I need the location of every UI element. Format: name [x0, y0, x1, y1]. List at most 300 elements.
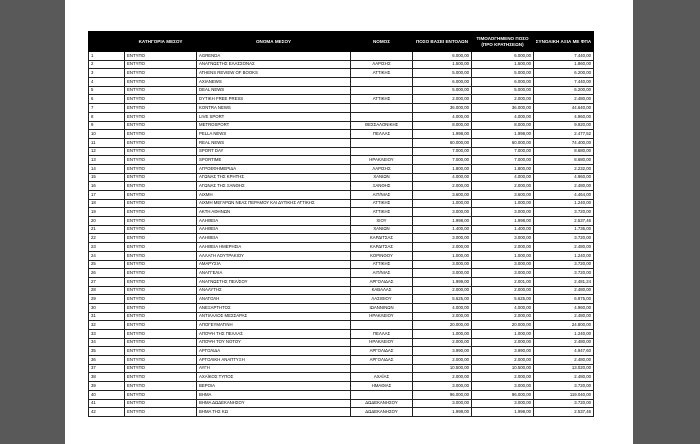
table-row — [89, 243, 594, 252]
media-name-cell: ΑΝΑΤΟΛΗ — [197, 295, 351, 304]
total-with-vat-cell: 4.960,00 — [534, 303, 594, 312]
prefecture-cell — [351, 78, 413, 87]
media-category-cell: ΕΝΤΥΠΟ — [125, 156, 197, 165]
invoiced-amount-cell: 3.000,00 — [472, 399, 534, 408]
invoiced-amount-cell: 20.000,00 — [472, 321, 534, 330]
media-name-cell: AXIANEWS — [197, 78, 351, 87]
invoiced-amount-cell: 3.000,00 — [472, 260, 534, 269]
media-name-cell: ΑΧΑΪΚΟΣ ΤΥΠΟΣ — [197, 373, 351, 382]
prefecture-cell: ΔΩΔΕΚΑΝΗΣΟΥ — [351, 408, 413, 417]
media-category-cell: ΕΝΤΥΠΟ — [125, 147, 197, 156]
media-category-cell: ΕΝΤΥΠΟ — [125, 356, 197, 365]
media-category-cell: ΕΝΤΥΠΟ — [125, 234, 197, 243]
media-category-cell: ΕΝΤΥΠΟ — [125, 138, 197, 147]
invoiced-amount-cell: 8.000,00 — [472, 121, 534, 130]
invoiced-amount-cell: 6.000,00 — [472, 78, 534, 87]
row-number-cell: 20 — [89, 217, 125, 226]
prefecture-cell: ΧΑΝΙΩΝ — [351, 225, 413, 234]
media-category-cell: ΕΝΤΥΠΟ — [125, 390, 197, 399]
row-number-cell: 14 — [89, 164, 125, 173]
total-with-vat-cell: 2.480,00 — [534, 182, 594, 191]
table-row — [89, 364, 594, 373]
table-row — [89, 182, 594, 191]
invoiced-amount-cell: 2.000,00 — [472, 356, 534, 365]
row-number-cell: 2 — [89, 60, 125, 69]
row-number-cell: 28 — [89, 286, 125, 295]
table-row — [89, 130, 594, 139]
amount-by-orders-cell: 3.000,00 — [413, 399, 472, 408]
header-prefecture: ΝΟΜΟΣ — [351, 32, 413, 52]
total-with-vat-cell: 6.975,00 — [534, 295, 594, 304]
table-row — [89, 338, 594, 347]
total-with-vat-cell: 9.920,00 — [534, 121, 594, 130]
amount-by-orders-cell: 2.000,00 — [413, 243, 472, 252]
row-number-cell: 24 — [89, 251, 125, 260]
table-row — [89, 260, 594, 269]
row-number-cell: 33 — [89, 330, 125, 339]
amount-by-orders-cell: 7.000,00 — [413, 156, 472, 165]
invoiced-amount-cell: 96.000,00 — [472, 390, 534, 399]
media-spending-table — [88, 31, 594, 417]
media-name-cell: ΑΛΗΘΕΙΑ — [197, 225, 351, 234]
total-with-vat-cell: 7.440,00 — [534, 78, 594, 87]
media-category-cell: ΕΝΤΥΠΟ — [125, 251, 197, 260]
invoiced-amount-cell: 1.998,00 — [472, 408, 534, 417]
prefecture-cell: ΧΑΝΙΩΝ — [351, 173, 413, 182]
invoiced-amount-cell: 4.000,00 — [472, 112, 534, 121]
total-with-vat-cell: 2.480,00 — [534, 243, 594, 252]
invoiced-amount-cell: 7.000,00 — [472, 156, 534, 165]
total-with-vat-cell: 2.480,00 — [534, 286, 594, 295]
media-category-cell: ΕΝΤΥΠΟ — [125, 373, 197, 382]
amount-by-orders-cell: 96.000,00 — [413, 390, 472, 399]
row-number-cell: 23 — [89, 243, 125, 252]
total-with-vat-cell: 4.960,00 — [534, 173, 594, 182]
amount-by-orders-cell: 2.000,00 — [413, 356, 472, 365]
invoiced-amount-cell: 3.000,00 — [472, 234, 534, 243]
media-name-cell: PELLA NEWS — [197, 130, 351, 139]
table-row — [89, 121, 594, 130]
header-media-category: ΚΑΤΗΓΟΡΙΑ ΜΕΣΟΥ — [125, 32, 197, 52]
media-category-cell: ΕΝΤΥΠΟ — [125, 321, 197, 330]
invoiced-amount-cell: 2.000,00 — [472, 312, 534, 321]
total-with-vat-cell: 2.477,52 — [534, 130, 594, 139]
table-row — [89, 330, 594, 339]
media-category-cell: ΕΝΤΥΠΟ — [125, 182, 197, 191]
media-category-cell: ΕΝΤΥΠΟ — [125, 286, 197, 295]
row-number-cell: 1 — [89, 52, 125, 61]
amount-by-orders-cell: 3.000,00 — [413, 382, 472, 391]
invoiced-amount-cell: 1.000,00 — [472, 251, 534, 260]
table-body — [89, 52, 594, 417]
media-name-cell: ΑΡΓΟΛΙΔΑ — [197, 347, 351, 356]
media-name-cell: ΑΓΩΝΑΣ ΤΗΣ ΞΑΝΘΗΣ — [197, 182, 351, 191]
total-with-vat-cell: 3.720,00 — [534, 399, 594, 408]
media-category-cell: ΕΝΤΥΠΟ — [125, 382, 197, 391]
row-number-cell: 42 — [89, 408, 125, 417]
amount-by-orders-cell: 3.000,00 — [413, 269, 472, 278]
total-with-vat-cell: 1.240,00 — [534, 199, 594, 208]
media-name-cell: REAL NEWS — [197, 138, 351, 147]
total-with-vat-cell: 3.720,00 — [534, 260, 594, 269]
total-with-vat-cell: 13.020,00 — [534, 364, 594, 373]
invoiced-amount-cell: 1.998,00 — [472, 130, 534, 139]
prefecture-cell: ΞΑΝΘΗΣ — [351, 182, 413, 191]
table-row — [89, 69, 594, 78]
media-name-cell: ΑΜΑΡΥΣΙΑ — [197, 260, 351, 269]
media-name-cell: ΑΓΩΝΑΣ ΤΗΣ ΚΡΗΤΗΣ — [197, 173, 351, 182]
prefecture-cell — [351, 147, 413, 156]
table-row — [89, 138, 594, 147]
invoiced-amount-cell: 1.998,00 — [472, 217, 534, 226]
total-with-vat-cell: 2.481,24 — [534, 277, 594, 286]
row-number-cell: 32 — [89, 321, 125, 330]
media-name-cell: SPORT DAY — [197, 147, 351, 156]
prefecture-cell: ΑΤΤΙΚΗΣ — [351, 69, 413, 78]
media-name-cell: ΒΗΜΑ ΤΗΣ ΚΩ — [197, 408, 351, 417]
prefecture-cell: ΑΡΓΟΛΙΔΑΣ — [351, 277, 413, 286]
invoiced-amount-cell: 1.500,00 — [472, 60, 534, 69]
total-with-vat-cell: 2.537,46 — [534, 408, 594, 417]
media-name-cell: LIVE SPORT — [197, 112, 351, 121]
prefecture-cell: ΗΡΑΚΛΕΙΟΥ — [351, 312, 413, 321]
total-with-vat-cell: 1.240,00 — [534, 251, 594, 260]
media-name-cell: ΒΕΡΟΙΑ — [197, 382, 351, 391]
invoiced-amount-cell: 3.000,00 — [472, 382, 534, 391]
media-category-cell: ΕΝΤΥΠΟ — [125, 399, 197, 408]
table-row — [89, 112, 594, 121]
amount-by-orders-cell: 8.000,00 — [413, 121, 472, 130]
media-name-cell: ΑΠΟΓΕΥΜΑΤΙΝΗ — [197, 321, 351, 330]
media-category-cell: ΕΝΤΥΠΟ — [125, 130, 197, 139]
prefecture-cell: ΑΙΤ/ΝΙΑΣ — [351, 191, 413, 200]
media-category-cell: ΕΝΤΥΠΟ — [125, 208, 197, 217]
media-category-cell: ΕΝΤΥΠΟ — [125, 408, 197, 417]
amount-by-orders-cell: 10.500,00 — [413, 364, 472, 373]
total-with-vat-cell: 4.947,60 — [534, 347, 594, 356]
row-number-cell: 30 — [89, 303, 125, 312]
prefecture-cell: ΘΕΣΣΑΛΟΝΙΚΗΣ — [351, 121, 413, 130]
row-number-cell: 8 — [89, 112, 125, 121]
media-category-cell: ΕΝΤΥΠΟ — [125, 269, 197, 278]
header-amount-by-orders: ΠΟΣΟ ΒΑΣΕΙ ΕΝΤΟΛΩΝ — [413, 32, 472, 52]
amount-by-orders-cell: 4.000,00 — [413, 173, 472, 182]
invoiced-amount-cell: 3.990,00 — [472, 347, 534, 356]
media-category-cell: ΕΝΤΥΠΟ — [125, 191, 197, 200]
prefecture-cell: ΠΕΛΛΑΣ — [351, 130, 413, 139]
amount-by-orders-cell: 2.000,00 — [413, 312, 472, 321]
media-name-cell: ΑΠΟΨΗ ΤΗΣ ΠΕΛΛΑΣ — [197, 330, 351, 339]
prefecture-cell: ΗΡΑΚΛΕΙΟΥ — [351, 156, 413, 165]
total-with-vat-cell: 2.480,00 — [534, 95, 594, 104]
prefecture-cell: ΗΜΑΘΙΑΣ — [351, 382, 413, 391]
total-with-vat-cell: 74.400,00 — [534, 138, 594, 147]
invoiced-amount-cell: 1.800,00 — [472, 164, 534, 173]
prefecture-cell: ΔΩΔΕΚΑΝΗΣΟΥ — [351, 399, 413, 408]
invoiced-amount-cell: 2.000,00 — [472, 286, 534, 295]
amount-by-orders-cell: 3.990,00 — [413, 347, 472, 356]
invoiced-amount-cell: 1.000,00 — [472, 330, 534, 339]
row-number-cell: 7 — [89, 104, 125, 113]
table-row — [89, 234, 594, 243]
amount-by-orders-cell: 1.000,00 — [413, 199, 472, 208]
row-number-cell: 38 — [89, 373, 125, 382]
media-name-cell: ΒΗΜΑ ΔΩΔΕΚΑΝΗΣΟΥ — [197, 399, 351, 408]
amount-by-orders-cell: 2.000,00 — [413, 182, 472, 191]
media-category-cell: ΕΝΤΥΠΟ — [125, 217, 197, 226]
amount-by-orders-cell: 3.000,00 — [413, 234, 472, 243]
table-row — [89, 390, 594, 399]
row-number-cell: 41 — [89, 399, 125, 408]
amount-by-orders-cell: 4.000,00 — [413, 303, 472, 312]
total-with-vat-cell: 1.736,00 — [534, 225, 594, 234]
table-row — [89, 225, 594, 234]
media-category-cell: ΕΝΤΥΠΟ — [125, 104, 197, 113]
table-row — [89, 199, 594, 208]
prefecture-cell: ΑΤΤΙΚΗΣ — [351, 199, 413, 208]
table-row — [89, 286, 594, 295]
prefecture-cell: ΠΕΛΛΑΣ — [351, 330, 413, 339]
amount-by-orders-cell: 5.000,00 — [413, 86, 472, 95]
prefecture-cell: ΑΤΤΙΚΗΣ — [351, 208, 413, 217]
media-name-cell: ΑΝΑΓΝΩΣΤΗΣ ΠΕΛ/ΣΟΥ — [197, 277, 351, 286]
header-invoiced-amount: ΤΙΜΟΛΟΓΗΜΕΝΟ ΠΟΣΟ (ΠΡΟ ΚΡΑΤΗΣΕΩΝ) — [472, 32, 534, 52]
amount-by-orders-cell: 2.000,00 — [413, 286, 472, 295]
media-name-cell: ΒΗΜΑ — [197, 390, 351, 399]
amount-by-orders-cell: 1.500,00 — [413, 60, 472, 69]
prefecture-cell: ΚΑΒΑΛΑΣ — [351, 286, 413, 295]
document-page — [65, 0, 633, 444]
invoiced-amount-cell: 5.625,00 — [472, 295, 534, 304]
prefecture-cell — [351, 104, 413, 113]
prefecture-cell: ΛΑΡΙΣΗΣ — [351, 60, 413, 69]
total-with-vat-cell: 1.860,00 — [534, 60, 594, 69]
prefecture-cell: ΧΙΟΥ — [351, 217, 413, 226]
total-with-vat-cell: 6.200,00 — [534, 69, 594, 78]
media-name-cell: ΑΝΕΞΑΡΤΗΤΟΣ — [197, 303, 351, 312]
amount-by-orders-cell: 1.800,00 — [413, 164, 472, 173]
media-name-cell: DYTIKH FREE PRESS — [197, 95, 351, 104]
row-number-cell: 9 — [89, 121, 125, 130]
table-row — [89, 312, 594, 321]
amount-by-orders-cell: 3.000,00 — [413, 260, 472, 269]
row-number-cell: 6 — [89, 95, 125, 104]
amount-by-orders-cell: 7.000,00 — [413, 147, 472, 156]
media-category-cell: ΕΝΤΥΠΟ — [125, 260, 197, 269]
table-row — [89, 303, 594, 312]
amount-by-orders-cell: 20.000,00 — [413, 321, 472, 330]
prefecture-cell: ΑΙΤ/ΝΙΑΣ — [351, 269, 413, 278]
invoiced-amount-cell: 2.001,00 — [472, 277, 534, 286]
invoiced-amount-cell: 1.000,00 — [472, 199, 534, 208]
amount-by-orders-cell: 1.999,00 — [413, 277, 472, 286]
total-with-vat-cell: 2.480,00 — [534, 338, 594, 347]
table-row — [89, 399, 594, 408]
media-name-cell: ΑΛΗΘΕΙΑ — [197, 234, 351, 243]
row-number-cell: 3 — [89, 69, 125, 78]
invoiced-amount-cell: 3.600,00 — [472, 191, 534, 200]
total-with-vat-cell: 3.720,00 — [534, 208, 594, 217]
media-category-cell: ΕΝΤΥΠΟ — [125, 52, 197, 61]
total-with-vat-cell: 7.440,00 — [534, 52, 594, 61]
table-row — [89, 208, 594, 217]
amount-by-orders-cell: 2.000,00 — [413, 373, 472, 382]
amount-by-orders-cell: 5.625,00 — [413, 295, 472, 304]
row-number-cell: 39 — [89, 382, 125, 391]
prefecture-cell: ΛΑΣΙΘΙΟΥ — [351, 295, 413, 304]
invoiced-amount-cell: 6.000,00 — [472, 52, 534, 61]
row-number-cell: 26 — [89, 269, 125, 278]
prefecture-cell: ΑΤΤΙΚΗΣ — [351, 260, 413, 269]
amount-by-orders-cell: 1.000,00 — [413, 251, 472, 260]
total-with-vat-cell: 119.040,00 — [534, 390, 594, 399]
table-row — [89, 86, 594, 95]
row-number-cell: 4 — [89, 78, 125, 87]
table-header-row — [89, 32, 594, 52]
invoiced-amount-cell: 4.000,00 — [472, 173, 534, 182]
row-number-cell: 22 — [89, 234, 125, 243]
invoiced-amount-cell: 7.000,00 — [472, 147, 534, 156]
total-with-vat-cell: 3.720,00 — [534, 382, 594, 391]
amount-by-orders-cell: 1.998,00 — [413, 130, 472, 139]
invoiced-amount-cell: 2.000,00 — [472, 373, 534, 382]
table-row — [89, 269, 594, 278]
invoiced-amount-cell: 3.000,00 — [472, 208, 534, 217]
prefecture-cell: ΚΑΡΔΙΤΣΑΣ — [351, 243, 413, 252]
total-with-vat-cell: 3.720,00 — [534, 269, 594, 278]
prefecture-cell — [351, 86, 413, 95]
media-category-cell: ΕΝΤΥΠΟ — [125, 243, 197, 252]
media-category-cell: ΕΝΤΥΠΟ — [125, 69, 197, 78]
total-with-vat-cell: 44.640,00 — [534, 104, 594, 113]
table-row — [89, 356, 594, 365]
row-number-cell: 31 — [89, 312, 125, 321]
media-category-cell: ΕΝΤΥΠΟ — [125, 86, 197, 95]
invoiced-amount-cell: 10.500,00 — [472, 364, 534, 373]
prefecture-cell — [351, 112, 413, 121]
prefecture-cell: ΑΡΓΟΛΙΔΑΣ — [351, 347, 413, 356]
media-name-cell: ΑΛΗΘΕΙΑ — [197, 217, 351, 226]
media-category-cell: ΕΝΤΥΠΟ — [125, 164, 197, 173]
media-name-cell: METROSPORT — [197, 121, 351, 130]
media-name-cell: ATHENS REVIEW OF BOOKS — [197, 69, 351, 78]
media-category-cell: ΕΝΤΥΠΟ — [125, 364, 197, 373]
table-row — [89, 347, 594, 356]
media-name-cell: KONTRA NEWS — [197, 104, 351, 113]
media-category-cell: ΕΝΤΥΠΟ — [125, 121, 197, 130]
amount-by-orders-cell: 6.000,00 — [413, 78, 472, 87]
prefecture-cell — [351, 321, 413, 330]
media-category-cell: ΕΝΤΥΠΟ — [125, 173, 197, 182]
table-row — [89, 277, 594, 286]
invoiced-amount-cell: 5.000,00 — [472, 86, 534, 95]
amount-by-orders-cell: 1.998,00 — [413, 408, 472, 417]
media-name-cell: ΑΝΑΓΝΩΣΤΗΣ ΕΛΑΣΣΟΝΑΣ — [197, 60, 351, 69]
table-row — [89, 78, 594, 87]
row-number-cell: 21 — [89, 225, 125, 234]
table-row — [89, 217, 594, 226]
amount-by-orders-cell: 4.000,00 — [413, 112, 472, 121]
media-category-cell: ΕΝΤΥΠΟ — [125, 312, 197, 321]
invoiced-amount-cell: 4.000,00 — [472, 303, 534, 312]
prefecture-cell: ΑΧΑΪΑΣ — [351, 373, 413, 382]
table-row — [89, 104, 594, 113]
media-name-cell: ΑΓΡΟΕΦΗΜΕΡΙΔΑ — [197, 164, 351, 173]
total-with-vat-cell: 4.960,00 — [534, 112, 594, 121]
media-name-cell: ΑΚΤΗ ΑΘΗΝΩΝ — [197, 208, 351, 217]
prefecture-cell: ΙΩΑΝΝΙΝΩΝ — [351, 303, 413, 312]
row-number-cell: 35 — [89, 347, 125, 356]
amount-by-orders-cell: 2.000,00 — [413, 95, 472, 104]
row-number-cell: 37 — [89, 364, 125, 373]
media-name-cell: ΑΙΧΜΗ ΜΕΓΑΡΩΝ ΝΕΑΣ ΠΕΡΑΜΟΥ ΚΑΙ ΔΥΤΙΚΗΣ ΑΤΤΙΚΗΣ — [197, 199, 351, 208]
amount-by-orders-cell: 36.000,00 — [413, 104, 472, 113]
prefecture-cell: ΛΑΡΙΣΗΣ — [351, 164, 413, 173]
media-category-cell: ΕΝΤΥΠΟ — [125, 338, 197, 347]
media-name-cell: ΑΙΧΜΗ — [197, 191, 351, 200]
header-index — [89, 32, 125, 52]
media-name-cell: ΑΝΑΛΥΤΗΣ — [197, 286, 351, 295]
media-category-cell: ΕΝΤΥΠΟ — [125, 78, 197, 87]
table-row — [89, 251, 594, 260]
invoiced-amount-cell: 2.000,00 — [472, 182, 534, 191]
prefecture-cell: ΚΑΡΔΙΤΣΑΣ — [351, 234, 413, 243]
row-number-cell: 34 — [89, 338, 125, 347]
media-name-cell: AGRENDA — [197, 52, 351, 61]
total-with-vat-cell: 2.480,00 — [534, 356, 594, 365]
invoiced-amount-cell: 60.000,00 — [472, 138, 534, 147]
row-number-cell: 27 — [89, 277, 125, 286]
table-row — [89, 373, 594, 382]
table-row — [89, 52, 594, 61]
row-number-cell: 15 — [89, 173, 125, 182]
table-row — [89, 60, 594, 69]
total-with-vat-cell: 2.537,46 — [534, 217, 594, 226]
total-with-vat-cell: 24.800,00 — [534, 321, 594, 330]
media-category-cell: ΕΝΤΥΠΟ — [125, 330, 197, 339]
row-number-cell: 10 — [89, 130, 125, 139]
table-row — [89, 147, 594, 156]
media-category-cell: ΕΝΤΥΠΟ — [125, 95, 197, 104]
total-with-vat-cell: 6.200,00 — [534, 86, 594, 95]
row-number-cell: 13 — [89, 156, 125, 165]
table-row — [89, 295, 594, 304]
invoiced-amount-cell: 3.000,00 — [472, 269, 534, 278]
media-category-cell: ΕΝΤΥΠΟ — [125, 277, 197, 286]
media-name-cell: ΑΥΓΗ — [197, 364, 351, 373]
amount-by-orders-cell: 1.998,00 — [413, 217, 472, 226]
header-total-with-vat: ΣΥΝΟΛΙΚΗ ΑΞΙΑ ΜΕ ΦΠΑ — [534, 32, 594, 52]
total-with-vat-cell: 2.232,00 — [534, 164, 594, 173]
amount-by-orders-cell: 3.000,00 — [413, 208, 472, 217]
table-row — [89, 191, 594, 200]
media-name-cell: SPORTIME — [197, 156, 351, 165]
total-with-vat-cell: 2.480,00 — [534, 373, 594, 382]
invoiced-amount-cell: 1.400,00 — [472, 225, 534, 234]
media-name-cell: DEAL NEWS — [197, 86, 351, 95]
invoiced-amount-cell: 36.000,00 — [472, 104, 534, 113]
invoiced-amount-cell: 2.000,00 — [472, 243, 534, 252]
media-category-cell: ΕΝΤΥΠΟ — [125, 199, 197, 208]
table-row — [89, 321, 594, 330]
media-name-cell: ΑΠΟΨΗ ΤΟΥ ΝΟΤΟΥ — [197, 338, 351, 347]
row-number-cell: 25 — [89, 260, 125, 269]
media-category-cell: ΕΝΤΥΠΟ — [125, 225, 197, 234]
media-name-cell: ΑΡΓΟΛΙΚΗ ΑΝΑΠΤΥΞΗ — [197, 356, 351, 365]
total-with-vat-cell: 8.680,00 — [534, 147, 594, 156]
row-number-cell: 16 — [89, 182, 125, 191]
prefecture-cell — [351, 138, 413, 147]
